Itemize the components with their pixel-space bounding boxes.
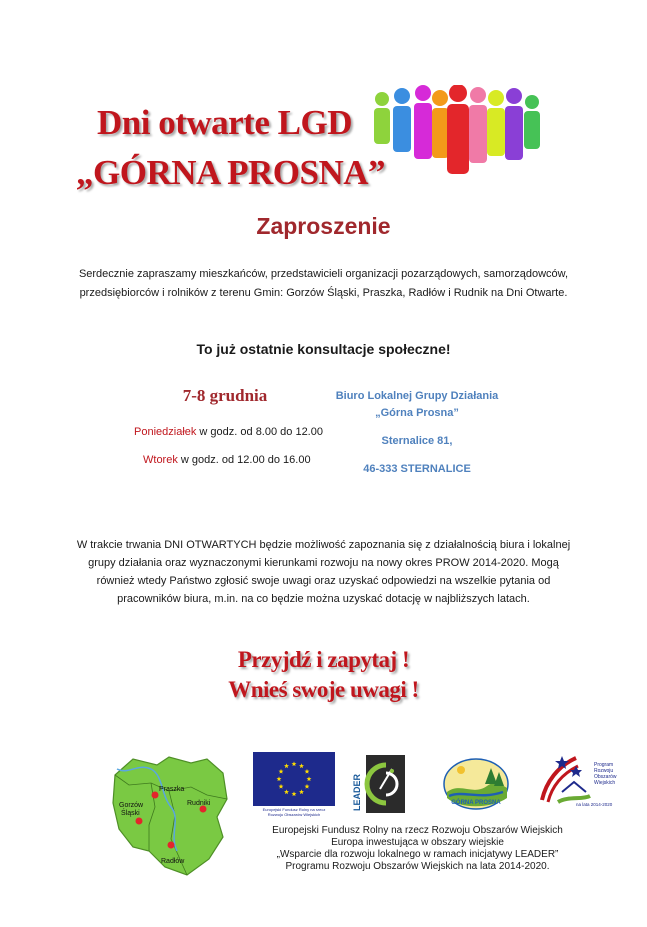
- footer-line-3: „Wsparcie dla rozwoju lokalnego w ramach inicjatywy LEADER”: [276, 849, 559, 860]
- tuesday-hours: [143, 454, 311, 466]
- monday-hours: [134, 426, 323, 438]
- region-map-image: [111, 755, 231, 877]
- intro-line-1: Serdecznie zapraszamy mieszkańców, przedstawicieli organizacji pozarządowych, samorządowców,: [78, 268, 569, 280]
- prow-line-2: Rozwoju: [594, 768, 614, 774]
- prow-line-4: Wiejskich: [594, 780, 616, 786]
- eu-caption-1: Europejski Fundusz Rolny na rzecz: [262, 807, 326, 812]
- person-figure-orange: [432, 90, 449, 158]
- body-line-2: grupy działania oraz wyznaczonymi kierunkami rozwoju na nowy okres PROW 2014-2020. Mogą: [88, 557, 559, 569]
- monday-time: w godz. od 8.00 do 12.00: [196, 426, 323, 438]
- title-line-1: Dni otwarte LGD: [97, 103, 352, 142]
- monday-label: Poniedziałek: [134, 426, 197, 438]
- person-figure-purple: [505, 88, 523, 160]
- tuesday-label: Wtorek: [143, 454, 178, 466]
- event-dates: 7-8 grudnia: [182, 386, 268, 405]
- office-group-name: „Górna Prosna”: [375, 407, 459, 419]
- prow-period: na lata 2014-2020: [576, 802, 613, 807]
- map-label-slaski: Śląski: [121, 810, 140, 817]
- footer-line-1: Europejski Fundusz Rolny na rzecz Rozwoju Obszarów Wiejskich: [272, 825, 563, 836]
- leader-label: LEADER: [352, 773, 362, 811]
- map-label-radlow: Radłów: [161, 858, 185, 865]
- office-postcode: 46-333 STERNALICE: [363, 463, 471, 475]
- intro-line-2: przedsiębiorców i rolników z terenu Gmin: Gorzów Śląski, Praszka, Radłów i Rudnik na Dni Otwarte.: [79, 287, 568, 299]
- person-figure-pink: [469, 87, 487, 163]
- town-marker-radlow: [168, 842, 175, 849]
- eu-caption-2: Rozwoju Obszarów Wiejskich: [267, 812, 321, 817]
- prow-line-1: Program: [594, 762, 614, 768]
- invitation-heading: Zaproszenie: [256, 213, 391, 239]
- office-name: Biuro Lokalnej Grupy Działania: [335, 390, 499, 402]
- map-label-rudniki: Rudniki: [187, 800, 211, 807]
- town-marker-praszka: [152, 792, 159, 799]
- footer-credits: [235, 825, 600, 873]
- prow-line-3: Obszarów: [594, 774, 617, 780]
- prow-logo: [528, 752, 625, 808]
- office-street: Sternalice 81,: [381, 435, 453, 447]
- person-figure-yellow: [487, 90, 505, 156]
- title-line-2: „GÓRNA PROSNA”: [76, 153, 385, 192]
- map-label-gorzow: Gorzów: [119, 802, 144, 809]
- body-line-1: W trakcie trwania DNI OTWARTYCH będzie możliwość zapoznania się z działalnością biura i lokalnej: [76, 539, 571, 551]
- person-figure-red: [447, 85, 469, 174]
- tuesday-time: w godz. od 12.00 do 16.00: [177, 454, 311, 466]
- lgd-logo-label: GÓRNA PROSNA: [451, 800, 501, 806]
- person-figure-green: [374, 92, 390, 144]
- footer-line-2: Europa inwestująca w obszary wiejskie: [331, 837, 504, 848]
- body-paragraph: [60, 536, 587, 608]
- slogan-come-ask: Przyjdź i zapytaj !: [237, 647, 410, 672]
- person-figure-magenta: [414, 85, 432, 159]
- footer-line-4: Programu Rozwoju Obszarów Wiejskich na lata 2014-2020.: [285, 861, 550, 872]
- lgd-gorna-prosna-logo: [443, 758, 509, 810]
- person-figure-lime: [524, 95, 540, 149]
- slogan-submit-remarks: Wnieś swoje uwagi !: [228, 677, 419, 702]
- map-label-praszka: Praszka: [159, 786, 185, 793]
- town-marker-gorzow: [136, 818, 143, 825]
- announcement-text: To już ostatnie konsultacje społeczne!: [196, 341, 451, 357]
- intro-paragraph: [60, 265, 587, 303]
- people-group-icon: [372, 85, 542, 177]
- body-line-3: również wtedy Państwo zgłosić swoje uwagi oraz uzyskać odpowiedzi na wszelkie pytania od: [96, 575, 551, 587]
- person-figure-blue: [393, 88, 411, 152]
- leader-logo: [352, 753, 407, 815]
- body-line-4: pracowników biura, m.in. na co będzie można uzyskać dotację w najbliższych latach.: [117, 593, 530, 605]
- eu-flag-logo: [253, 752, 335, 818]
